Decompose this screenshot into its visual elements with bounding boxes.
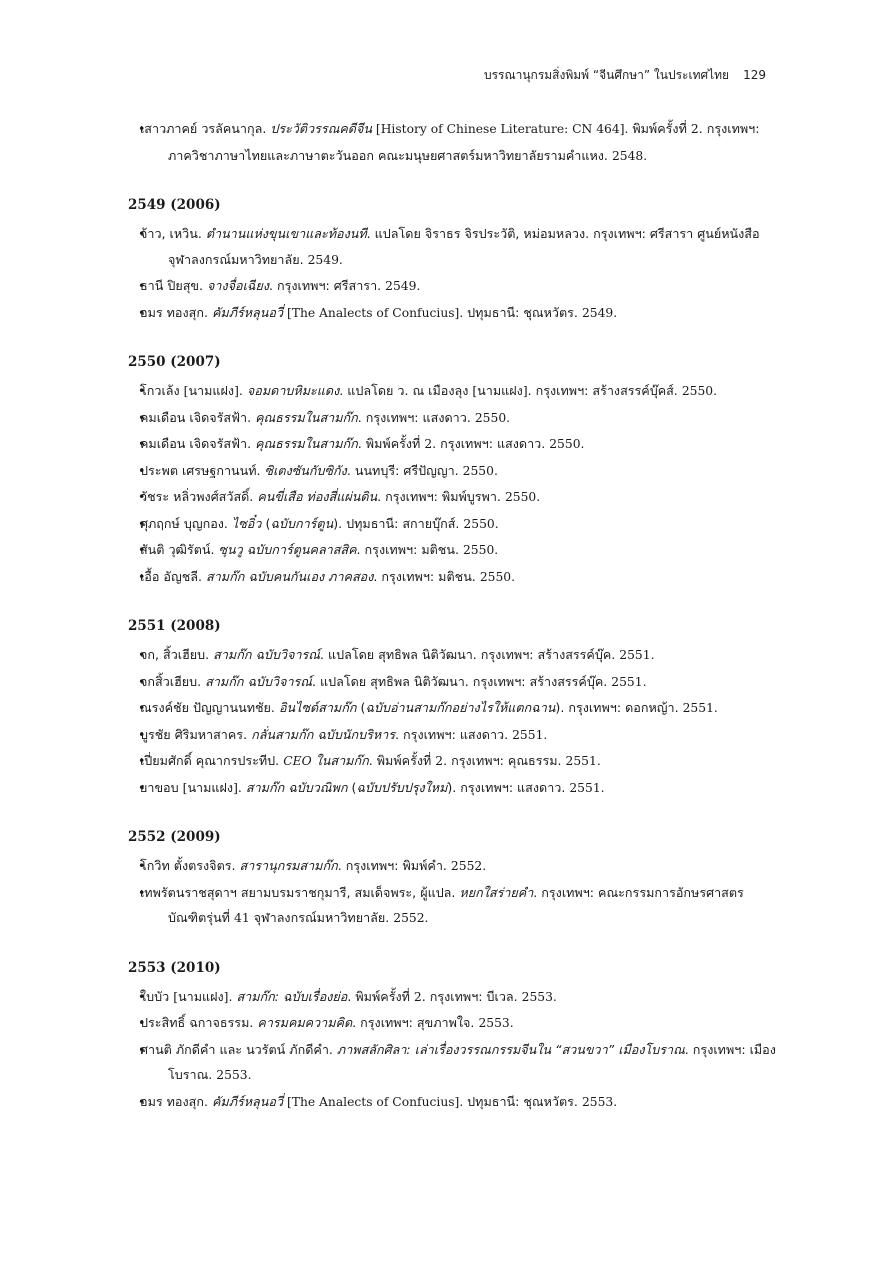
entry-title-text: สามก๊ก ฉบับวิจารณ์ [213,647,320,662]
entry-text: 2550. [479,569,516,584]
entry-text: 2550. [504,490,541,504]
page-number: 129 [743,68,766,82]
entry-title-text: ตำนานแห่งขุนเขาและท้องนที [205,226,367,241]
entry-title-text: ฉบับปรับปรุงใหม่ [356,779,448,795]
bibliography-entry [128,642,778,669]
entry-text: ( [347,779,357,795]
entry-text: ] [522,384,528,398]
bibliography-entry [128,511,778,538]
bibliography-entry [128,273,778,300]
entry-text: [History of Chinese Literature: CN 464]. [371,122,633,136]
entry-text: . กรุงเทพฯ: เมืองโบราณ. [168,1041,776,1082]
entry-text: อมร ทองสุก. [140,304,212,320]
entry-text: 2550. [681,384,718,398]
entry-text: 2549. [385,279,421,293]
entry-text: . กรุงเทพฯ: พิมพ์คำ. [337,858,451,873]
entry-text: เสาวภาคย์ วรลัคนากุล. [140,121,271,136]
bibliography-entry [128,880,778,932]
bibliography-section [128,195,778,326]
entry-text: . [228,988,237,1004]
year-heading: 2552 (2009) [128,829,221,845]
entry-title-text: ซุนวู ฉบับการ์ตูนคลาสสิค [218,542,357,557]
entry-text: 2550. [474,410,511,425]
bibliography-entry [128,748,778,775]
entry-text: 2550. [462,463,498,478]
entry-text: . กรุงเทพฯ: ศรีสารา. [269,278,386,293]
entry-text: . กรุงเทพฯ: คุณธรรม. [443,753,566,768]
bibliography-entry [128,484,778,511]
entry-list [128,221,778,326]
entry-text: 2551. [619,648,655,662]
entry-text: ). กรุงเทพฯ: แสงดาว. [447,779,570,795]
entry-list [128,378,778,590]
bibliography-entry [128,431,778,458]
entry-text: นามแฝง [188,383,235,398]
entry-text: 2551. [512,727,548,742]
bibliography-entry [128,564,778,591]
bibliography-section [128,616,778,801]
entry-title-text: ฉบับการ์ตูน [270,515,334,531]
bibliography-entry [128,458,778,485]
bibliography-entry [128,405,778,432]
entry-title-text: คัมภีร์หลุนอวี่ [211,304,284,320]
bibliography-entry [128,300,778,327]
entry-text: จกสิ้วเฮียบ. [140,673,206,689]
bibliography-entry [128,537,778,564]
entry-text: ศุภฤกษ์ บุญกอง. [140,515,232,531]
entry-text: . พิมพ์ครั้งที่ [357,436,425,451]
entry-title-text: สามก๊ก ฉบับวิจารณ์ [205,673,312,689]
entry-text: . แปลโดย ว. ณ เมืองลุง [339,383,473,398]
entry-text: 2551. [611,674,647,689]
entry-text: คมเดือน เจิดจรัสฟ้า. [140,436,256,451]
entry-title-text: สามก๊ก ฉบับวณิพก [245,779,348,795]
bibliography-entry [128,221,778,273]
entry-text: . แปลโดย สุทธิพล นิติวัฒนา. กรุงเทพฯ: สร้างสรรค์บุ๊ค. [320,647,620,662]
entry-text: เอื้อ อัญชลี. [140,568,207,584]
entry-text: นามแฝง [187,779,234,795]
entry-text: 2553. [478,1016,514,1030]
bibliography-section [128,352,778,590]
entry-text: . กรุงเทพฯ: สร้างสรรค์บุ๊คส์. [527,383,682,398]
entry-text: จก, สิ้วเฮียบ. [140,647,214,662]
entry-text: ประพต เศรษฐกานนท์. [140,462,265,478]
entry-text: . กรุงเทพฯ: แสงดาว. [357,409,475,425]
entry-text: 2 [690,122,699,136]
entry-text: พิมพ์ครั้งที่ [632,121,691,136]
entry-list [128,853,778,932]
entry-text: [The Analects of Confucius]. [283,1094,468,1109]
entry-text: ศานติ ภักดีคำ และ นวรัตน์ ภักดีคำ. [140,1041,337,1057]
year-heading: 2553 (2010) [128,959,221,976]
entry-title-text: กลั่นสามก๊ก ฉบับนักบริหาร [251,726,396,742]
entry-text: . พิมพ์ครั้งที่ [347,988,414,1004]
entry-text: . กรุงเทพฯ: พิมพ์บูรพา. [377,489,505,504]
entry-text: . กรุงเทพฯ: แสงดาว. [395,726,513,742]
bibliography-entry [128,775,778,802]
entry-list [128,642,778,801]
entry-title-text: คนขี่เสือ ท่องสี่แผ่นดิน [257,489,378,504]
entry-text: . กรุงเทพฯ: สุขภาพใจ. [352,1015,479,1030]
year-heading: 2549 (2006) [128,197,221,213]
bibliography-entry [128,1010,778,1037]
entry-text: 2550. [549,437,585,451]
entry-text: . กรุงเทพฯ: คณะกรรมการอักษรศาสตรบัณฑิตรุ่นที่ [168,884,744,925]
entry-title-text: จางจื่อเฉียง [207,278,270,293]
entry-text: เปี่ยมศักดิ์ คุณากรประทีป. [140,753,284,768]
entry-text: 2 [435,754,444,768]
entry-title-text: CEO [283,754,312,768]
entry-text: 2553. [521,989,557,1004]
entry-text: 2548. [611,148,648,163]
entry-title-text: ภาพสลักศิลา: เล่าเรื่องวรรณกรรมจีนใน “สวนขวา” เมืองโบราณ [336,1041,685,1057]
entry-text: ] [233,780,238,795]
entry-text: . กรุงเทพฯ: แสงดาว. [432,436,550,451]
entry-title-text: ในสามก๊ก [311,753,369,768]
entry-text: 2549. [581,305,618,320]
entry-title-text: ประวัติวรรณคดีจีน [270,121,372,136]
entry-text: คมเดือน เจิดจรัสฟ้า. [140,409,256,425]
bibliography-entry [128,1089,778,1116]
entry-text: อมร ทองสุก. [140,1093,212,1109]
entry-text: 2 [413,989,422,1004]
entry-text: 2550. [463,516,499,531]
bibliography-entry [128,116,778,169]
entry-title-text: ซิเตงซันกับซิกัง [264,462,347,478]
entry-text: 41 [234,911,250,925]
entry-list [128,984,778,1116]
year-heading: 2551 (2008) [128,618,221,634]
bibliography-entry [128,984,778,1011]
entry-title-text: สามก๊ก: ฉบับเรื่องย่อ [236,988,348,1004]
entry-text: 2551. [682,701,718,715]
entry-text: จ้าว, เหวิน. [140,226,206,241]
entry-text: ปทุมธานี: ชุณหวัตร. [467,1093,582,1109]
entry-text: ยาขอบ [140,779,183,795]
entry-text: [The Analects of Confucius]. [283,305,468,320]
entry-text: . พิมพ์ครั้งที่ [368,753,436,768]
entry-text: . กรุงเทพฯ: มติชน. [373,568,480,584]
entry-title-text: สามก๊ก ฉบับคนกันเอง ภาคสอง [206,568,374,584]
entry-text: 2552. [393,911,429,925]
entry-text: จุฬาลงกรณ์มหาวิทยาลัย. [249,910,394,925]
entry-text: บูรชัย ศิริมหาสาคร. [140,726,252,742]
entry-text: 2551. [569,780,605,795]
entry-text: โกวเล้ง [140,383,184,398]
entry-text: [ [472,384,478,398]
bibliography-section [128,116,778,169]
bibliography-entry [128,722,778,749]
bibliography-entry [128,853,778,880]
bibliography-body [128,116,778,1141]
entry-text: ] [223,989,229,1004]
entry-text: . กรุงเทพฯ: มติชน. [356,542,463,557]
entry-text: ธานี ปิยสุข. [140,278,208,293]
entry-text: โกวิท ตั้งตรงจิตร. [140,858,240,873]
entry-title-text: อินไซด์สามก๊ก [278,700,357,715]
running-title: บรรณานุกรมสิ่งพิมพ์ “จีนศึกษา” ในประเทศไทย [483,68,730,82]
bibliography-entry [128,378,778,405]
entry-text: เทพรัตนราชสุดาฯ สยามบรมราชกุมารี, สมเด็จพระ, ผู้แปล. [140,884,460,900]
entry-text: [ [182,780,188,795]
entry-text: . [238,383,247,398]
entry-title-text: จอมดาบหิมะแดง [246,383,340,398]
entry-text: 2552. [450,859,487,873]
bibliography-entry [128,669,778,696]
entry-text: 2553. [216,1068,252,1082]
entry-title-text: ฉบับอ่านสามก๊กอย่างไรให้แตกฉาน [365,700,556,715]
entry-list [128,116,778,169]
bibliography-entry [128,695,778,722]
entry-title-text: คัมภีร์หลุนอวี่ [211,1093,284,1109]
entry-text: นามแฝง [477,383,523,398]
entry-text: . [237,779,246,795]
entry-text: 2549. [307,252,343,267]
entry-text: ). กรุงเทพฯ: ดอกหญ้า. [555,700,683,715]
entry-text: ( [261,515,271,531]
entry-title-text: หยกใสร่ายคำ [459,884,534,900]
year-heading: 2550 (2007) [128,354,221,370]
entry-text: 2 [424,437,433,451]
entry-text: ปทุมธานี: ชุณหวัตร. [467,304,582,320]
running-header [484,66,766,85]
entry-text: [ [183,384,189,398]
entry-text: . กรุงเทพฯ: ภาควิชาภาษาไทยและภาษาตะวันออก คณะมนุษยศาสตร์มหาวิทยาลัยรามคำแหง. [168,121,760,163]
entry-text: . แปลโดย สุทธิพล นิติวัฒนา. กรุงเทพฯ: สร้างสรรค์บุ๊ค. [312,673,612,689]
entry-text: . แปลโดย จิราธร จิรประวัติ, หม่อมหลวง. กรุงเทพฯ: ศรีสารา ศูนย์หนังสือจุฬาลงกรณ์มหาวิทยาลัย. [168,226,760,267]
entry-text: วัชระ หลิ่วพงศ์สวัสดิ์. [140,489,258,504]
bibliography-entry [128,1037,778,1089]
entry-title-text: ไซอิ๋ว [231,515,262,531]
entry-title-text: คุณธรรมในสามก๊ก [255,436,358,451]
entry-title-text: สารานุกรมสามก๊ก [239,858,338,873]
entry-text: ] [234,384,239,398]
bibliography-section [128,958,778,1116]
entry-text: . นนทบุรี: ศรีปัญญา. [346,462,463,478]
entry-title-text: คุณธรรมในสามก๊ก [255,409,358,425]
entry-text: 2553. [581,1094,618,1109]
entry-text: . กรุงเทพฯ: บีเวล. [421,988,522,1004]
entry-text: [ [173,989,179,1004]
entry-text: ประสิทธิ์ ฉกาจธรรม. [140,1015,258,1030]
entry-text: 2550. [462,543,499,557]
bibliography-section [128,827,778,932]
entry-title-text: คารมคมความคิด [257,1015,353,1030]
entry-text: ( [356,700,366,715]
entry-text: ณรงค์ชัย ปัญญานนทชัย. [140,700,279,715]
entry-text: สันติ วุฒิรัตน์. [140,542,219,557]
entry-text: ). ปทุมธานี: สกายบุ๊กส์. [333,515,464,531]
entry-text: 2551. [565,754,601,768]
entry-text: ใบบัว [140,988,174,1004]
entry-text: นามแฝง [178,988,224,1004]
